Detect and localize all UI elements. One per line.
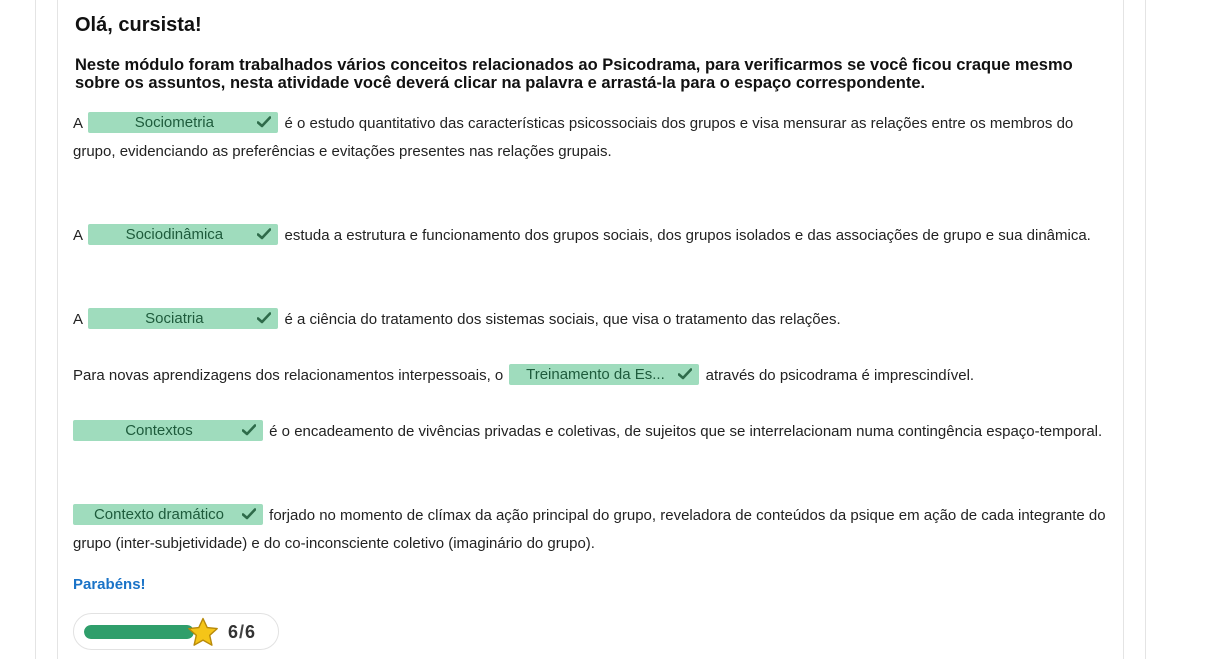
left-border-outer — [35, 0, 36, 659]
drop-zone-3-answer: Sociatria — [145, 310, 204, 328]
left-border-inner — [57, 0, 58, 659]
drop-zone-5-answer: Contextos — [125, 422, 193, 440]
score-separator: / — [239, 622, 245, 642]
score-bar — [73, 613, 279, 650]
feedback-message: Parabéns! — [73, 576, 146, 593]
drop-zone-6[interactable] — [73, 504, 263, 525]
drop-zone-4[interactable] — [509, 364, 699, 385]
drop-zone-1-answer: Sociometria — [134, 114, 214, 132]
score-text — [228, 622, 255, 643]
activity-instructions: Neste módulo foram trabalhados vários conceitos relacionados ao Psicodrama, para verificarmos se você ficou craque mesmo sobre os assuntos, nesta atividade você deverá clicar na palavra e arrastá-la para o espaço correspondente. — [75, 56, 1073, 92]
check-icon — [257, 312, 271, 324]
statement-4 — [73, 362, 1109, 390]
statement-3-after: é a ciência do tratamento dos sistemas sociais, que visa o tratamento das relações. — [284, 311, 841, 328]
statement-2-before: A — [73, 227, 83, 244]
star-icon — [187, 617, 219, 648]
right-border-outer — [1145, 0, 1146, 659]
statement-2 — [73, 222, 1109, 250]
statement-3-before: A — [73, 311, 83, 328]
score-progress-fill — [84, 625, 194, 639]
statement-5-after: é o encadeamento de vivências privadas e coletivas, de sujeitos que se interrelacionam numa contingência espaço-temporal. — [269, 423, 1103, 440]
check-icon — [242, 508, 256, 520]
drop-zone-5[interactable] — [73, 420, 263, 441]
drop-zone-2[interactable] — [88, 224, 278, 245]
statement-3 — [73, 306, 1109, 334]
drop-zone-6-answer: Contexto dramático — [93, 506, 225, 524]
greeting-title: Olá, cursista! — [75, 14, 202, 36]
drop-zone-4-answer: Treinamento da Es... — [526, 366, 665, 384]
score-obtained: 6 — [228, 622, 239, 642]
check-icon — [678, 368, 692, 380]
statement-1 — [73, 110, 1109, 166]
statement-6-after: forjado no momento de clímax da ação principal do grupo, reveladora de conteúdos da psique em ação de cada integrante do grupo (inter-subjetividade) e do co-inconsciente coletivo (imaginário do grupo). — [73, 507, 1106, 552]
statement-5 — [73, 418, 1109, 446]
statement-1-before: A — [73, 115, 83, 132]
statement-6 — [73, 502, 1109, 558]
check-icon — [257, 228, 271, 240]
right-border-inner — [1123, 0, 1124, 659]
check-icon — [257, 116, 271, 128]
statement-4-before: Para novas aprendizagens dos relacionamentos interpessoais, o — [73, 367, 504, 384]
drop-zone-2-answer: Sociodinâmica — [125, 226, 224, 244]
statement-1-after: é o estudo quantitativo das características psicossociais dos grupos e visa mensurar as relações entre os membros do grupo, evidenciando as preferências e evitações presentes nas relações grupais. — [73, 115, 1074, 160]
drop-zone-1[interactable] — [88, 112, 278, 133]
check-icon — [242, 424, 256, 436]
score-progress-track — [84, 625, 194, 639]
statement-2-after: estuda a estrutura e funcionamento dos grupos sociais, dos grupos isolados e das associações de grupo e sua dinâmica. — [284, 227, 1091, 244]
drop-zone-3[interactable] — [88, 308, 278, 329]
statement-4-after: através do psicodrama é imprescindível. — [705, 367, 975, 384]
score-total: 6 — [245, 622, 256, 642]
